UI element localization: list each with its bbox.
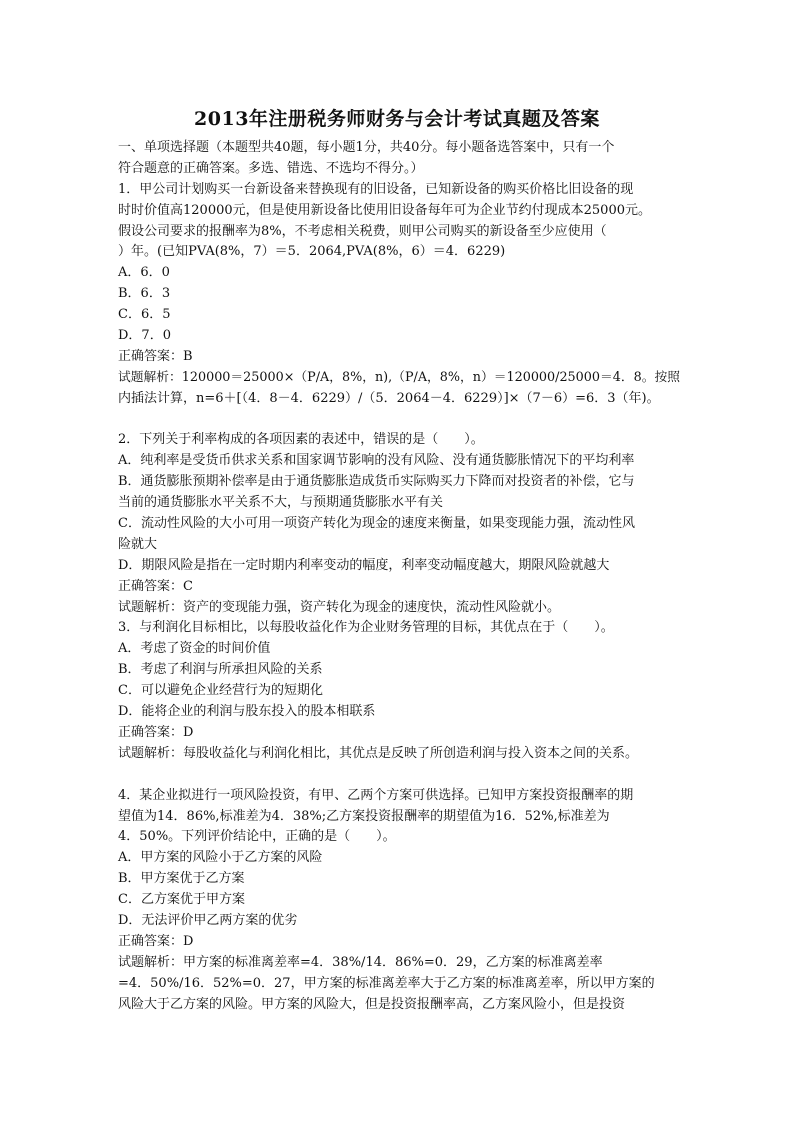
q2-option-a: A．纯利率是受货币供求关系和国家调节影响的没有风险、没有通货膨胀情况下的平均利率 xyxy=(118,453,635,469)
section-intro-line: 符合题意的正确答案。多选、错选、不选均不得分。） xyxy=(118,160,424,176)
q2-option-c: C．流动性风险的大小可用一项资产转化为现金的速度来衡量，如果变现能力强，流动性风 xyxy=(118,516,635,532)
q3-analysis-line: 试题解析：每股收益化与利润化相比，其优点是反映了所创造利润与投入资本之间的关系。 xyxy=(118,745,639,761)
paragraph-spacer xyxy=(118,765,690,786)
q4-analysis-line: 试题解析：甲方案的标准离差率=4．38%/14．86%=0．29，乙方案的标准离差率 xyxy=(118,954,603,970)
q2-stem-line: 2．下列关于利率构成的各项因素的表述中，错误的是（ ）。 xyxy=(118,432,484,448)
q1-option-d: D．7．0 xyxy=(118,328,171,344)
q2-answer: 正确答案：C xyxy=(118,578,193,594)
q2-option-c-cont: 险就大 xyxy=(118,536,158,552)
q3-option-b: B．考虑了利润与所承担风险的关系 xyxy=(118,662,323,678)
q3-option-d: D．能将企业的利润与股东投入的股本相联系 xyxy=(118,704,376,720)
page-title: 2013年注册税务师财务与会计考试真题及答案 xyxy=(194,108,600,130)
q1-stem-line: ）年。(已知PVA(8%，7）＝5．2064,PVA(8%，6）＝4．6229) xyxy=(118,244,506,260)
q4-stem-line: 望值为14．86%,标准差为4．38%;乙方案投资报酬率的期望值为16．52%,标准差为 xyxy=(118,808,610,824)
q4-stem-line: 4．某企业拟进行一项风险投资，有甲、乙两个方案可供选择。已知甲方案投资报酬率的期 xyxy=(118,787,634,803)
q1-option-c: C．6．5 xyxy=(118,307,171,323)
q4-option-a: A．甲方案的风险小于乙方案的风险 xyxy=(118,850,323,866)
q1-analysis-line: 内插法计算，n=6＋[（4．8－4．6229）/（5．2064－4．6229）]×（7－6）=6．3（年)。 xyxy=(118,390,660,406)
q4-option-c: C．乙方案优于甲方案 xyxy=(118,892,245,908)
q2-analysis-line: 试题解析：资产的变现能力强，资产转化为现金的速度快，流动性风险就小。 xyxy=(118,599,561,615)
q4-answer: 正确答案：D xyxy=(118,933,194,949)
q1-option-b: B．6．3 xyxy=(118,286,171,302)
q2-option-b: B．通货膨胀预期补偿率是由于通货膨胀造成货币实际购买力下降而对投资者的补偿，它与 xyxy=(118,474,635,490)
q4-stem-line: 4．50%。下列评价结论中，正确的是（ ）。 xyxy=(118,829,396,845)
q4-option-d: D．无法评价甲乙两方案的优劣 xyxy=(118,912,298,928)
document-body xyxy=(118,138,690,1015)
q4-option-b: B．甲方案优于乙方案 xyxy=(118,871,245,887)
q2-option-d: D．期限风险是指在一定时期内利率变动的幅度，利率变动幅度越大，期限风险就越大 xyxy=(118,557,610,573)
q1-option-a: A．6．0 xyxy=(118,265,170,281)
q3-answer: 正确答案：D xyxy=(118,724,194,740)
q3-option-a: A．考虑了资金的时间价值 xyxy=(118,641,271,657)
q2-option-b-cont: 当前的通货膨胀水平关系不大，与预期通货膨胀水平有关 xyxy=(118,495,444,511)
q1-stem-line: 时时价值高120000元，但是使用新设备比使用旧设备每年可为企业节约付现成本25000元。 xyxy=(118,202,651,218)
section-intro-line: 一、单项选择题（本题型共40题，每小题1分，共40分。每小题备选答案中，只有一个 xyxy=(118,140,615,155)
q1-answer: 正确答案：B xyxy=(118,348,193,364)
paragraph-spacer xyxy=(118,410,690,431)
q1-analysis-line: 试题解析：120000＝25000×（P/A，8%，n),（P/A，8%，n）＝120000/25000＝4．8。按照 xyxy=(118,369,680,385)
q3-option-c: C．可以避免企业经营行为的短期化 xyxy=(118,683,323,699)
q4-analysis-line: =4．50%/16．52%=0．27，甲方案的标准离差率大于乙方案的标准离差率，所以甲方案的 xyxy=(118,975,655,991)
q1-stem-line: 假设公司要求的报酬率为8%，不考虑相关税费，则甲公司购买的新设备至少应使用（ xyxy=(118,223,607,239)
q3-stem-line: 3．与利润化目标相比，以每股收益化作为企业财务管理的目标，其优点在于（ ）。 xyxy=(118,620,614,636)
q1-stem-line: 1．甲公司计划购买一台新设备来替换现有的旧设备，已知新设备的购买价格比旧设备的现 xyxy=(118,181,634,197)
q4-analysis-line: 风险大于乙方案的风险。甲方案的风险大，但是投资报酬率高，乙方案风险小，但是投资 xyxy=(118,996,626,1012)
